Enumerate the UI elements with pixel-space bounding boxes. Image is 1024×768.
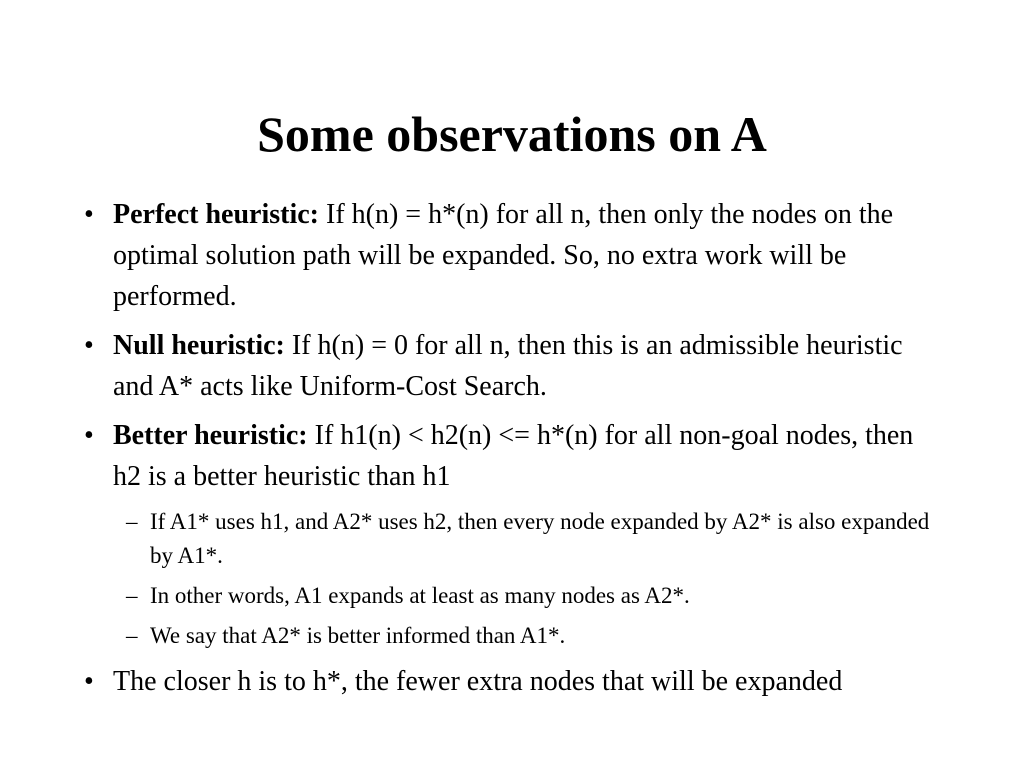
slide-content [84, 194, 944, 710]
sub-bullet [84, 579, 944, 613]
bullet-lead: Perfect heuristic: [113, 199, 319, 230]
bullet-marker: • [84, 420, 94, 451]
bullet-lead: Better heuristic: [113, 420, 308, 451]
bullet-text: The closer h is to h*, the fewer extra nodes that will be expanded [113, 666, 843, 697]
sub-bullet-text: If A1* uses h1, and A2* uses h2, then every node expanded by A2* is also expanded by A1*. [150, 509, 930, 568]
bullet-better-heuristic [84, 415, 944, 497]
sub-bullet-marker: – [126, 509, 138, 534]
bullet-marker: • [84, 199, 94, 230]
bullet-text: If h1(n) < h2(n) <= h*(n) for all non-goal nodes, then h2 is a better heuristic than h1 [113, 420, 914, 492]
sub-bullet-marker: – [126, 583, 138, 608]
sub-bullet-marker: – [126, 623, 138, 648]
sub-bullet-text: In other words, A1 expands at least as many nodes as A2*. [150, 583, 690, 608]
sub-bullet-list [84, 505, 944, 653]
bullet-marker: • [84, 330, 94, 361]
bullet-perfect-heuristic [84, 194, 944, 317]
bullet-null-heuristic [84, 325, 944, 407]
bullet-lead: Null heuristic: [113, 330, 285, 361]
slide-title: Some observations on A [257, 106, 767, 162]
sub-bullet [84, 619, 944, 653]
sub-bullet-text: We say that A2* is better informed than A1*. [150, 623, 566, 648]
bullet-text: If h(n) = h*(n) for all n, then only the nodes on the optimal solution path will be expanded. So, no extra work will be performed. [113, 199, 894, 312]
sub-bullet [84, 505, 944, 573]
bullet-marker: • [84, 666, 94, 697]
bullet-closer-h [84, 661, 944, 702]
bullet-text: If h(n) = 0 for all n, then this is an admissible heuristic and A* acts like Uniform-Cost Search. [113, 330, 903, 402]
